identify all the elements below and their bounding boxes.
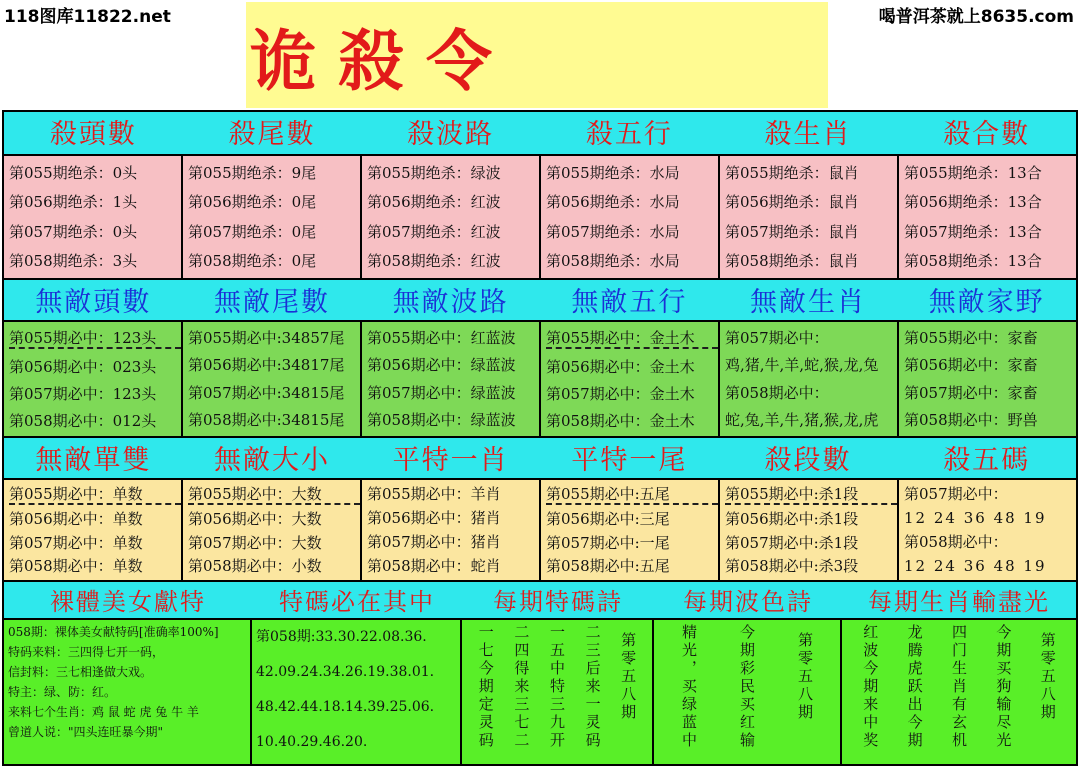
header-inv-head: 無敵頭數	[35, 287, 152, 318]
misc-grid	[4, 480, 1076, 580]
header-bar-poems	[4, 582, 1076, 618]
kill-head-col	[4, 156, 181, 278]
list-item: 第055期必中：红蓝波	[367, 328, 516, 347]
flat-zodiac-col	[362, 480, 539, 580]
list-item: 10.40.29.46.20.	[256, 734, 368, 750]
list-item: 第055期必中：家畜	[904, 328, 1038, 347]
poem-column: 二三后来一灵码	[583, 624, 602, 750]
list-item: 第058期必中：蛇肖	[367, 557, 501, 575]
list-item: 第058期必中：012头	[9, 411, 157, 430]
list-item: 第058期绝杀：鼠肖	[725, 252, 859, 271]
poem-column: 今期买狗输尽光	[994, 624, 1013, 750]
list-item: 第056期必中：猪肖	[367, 509, 501, 527]
zodiac-poem-panel	[842, 620, 1076, 764]
list-item: 第055期绝杀：鼠肖	[725, 163, 859, 182]
list-item: 第055期必中:五尾	[546, 485, 718, 505]
list-item: 48.42.44.18.14.39.25.06.	[256, 699, 435, 715]
poem-column: 红波今期来中奖	[861, 624, 880, 750]
inv-wave-col	[362, 322, 539, 436]
list-item: 第055期绝杀：水局	[546, 163, 680, 182]
inv-tail-col	[183, 322, 360, 436]
header-bar-invincible	[4, 280, 1076, 320]
header-kill-segment: 殺段數	[764, 445, 852, 476]
kill-five-col	[899, 480, 1076, 580]
poem-column: 一五中特三九开	[547, 624, 566, 750]
list-item: 第056期绝杀：0尾	[188, 193, 317, 212]
inv-domestic-col	[899, 322, 1076, 436]
list-item: 第057期绝杀：0尾	[188, 222, 317, 241]
header-color-poem: 每期波色詩	[683, 588, 813, 616]
list-item: 第058期必中:杀3段	[725, 557, 859, 576]
list-item: 第056期绝杀：红波	[367, 193, 501, 212]
header-code-poem: 每期特碼詩	[493, 588, 623, 616]
list-item: 第057期必中：家畜	[904, 383, 1038, 402]
list-item: 特主：绿、防：红。	[8, 685, 117, 699]
list-item: 第056期必中：金土木	[546, 357, 695, 376]
header-inv-wave: 無敵波路	[392, 287, 509, 318]
list-item: 第057期必中:杀1段	[725, 533, 859, 552]
list-item: 第058期必中：绿蓝波	[367, 411, 516, 430]
poem-column: 精光，买绿蓝中	[680, 624, 698, 750]
kill-zodiac-col	[720, 156, 897, 278]
list-item: 第056期必中：大数	[188, 510, 322, 529]
inv-head-col	[4, 322, 181, 436]
list-item: 第057期必中：猪肖	[367, 533, 501, 551]
list-item: 第056期绝杀：1头	[9, 193, 138, 212]
list-item: 第055期必中：羊肖	[367, 485, 501, 503]
list-item: 第055期绝杀：9尾	[188, 163, 317, 182]
list-item: 12 24 36 48 19	[904, 509, 1047, 527]
list-item: 第055期必中：123头	[9, 329, 181, 349]
header-inv-domestic: 無敵家野	[928, 287, 1045, 318]
poem-column: 第零五八期	[1038, 632, 1057, 722]
kill-element-col	[541, 156, 718, 278]
beauty-panel	[4, 620, 250, 764]
list-item: 第056期绝杀：13合	[904, 193, 1042, 212]
list-item: 第058期必中：小数	[188, 557, 322, 576]
header-flat-zodiac: 平特一肖	[392, 445, 509, 476]
list-item: 第058期绝杀：3头	[9, 252, 138, 271]
poem-column: 四门生肖有玄机	[949, 624, 968, 750]
header-kill-tail: 殺尾數	[228, 119, 316, 150]
list-item: 信封料：三七相逢做大戏。	[8, 665, 153, 679]
header-inv-element: 無敵五行	[571, 287, 688, 318]
list-item: 第057期必中:34815尾	[188, 383, 345, 402]
inv-element-col	[541, 322, 718, 436]
header-kill-element: 殺五行	[585, 119, 673, 150]
site-right-label: 喝普洱茶就上8635.com	[878, 7, 1074, 27]
list-item: 第056期必中：绿蓝波	[367, 356, 516, 375]
list-item: 第058期必中：金土木	[546, 411, 695, 430]
kill-grid	[4, 156, 1076, 278]
flat-tail-col	[541, 480, 718, 580]
list-item: 第055期必中:34857尾	[188, 328, 345, 347]
header-bar-misc	[4, 438, 1076, 478]
list-item: 第058期必中：	[904, 533, 1008, 551]
list-item: 第058期绝杀：13合	[904, 252, 1042, 271]
header-kill-zodiac: 殺生肖	[764, 119, 852, 150]
inv-zodiac-col	[720, 322, 897, 436]
list-item: 第056期必中:34817尾	[188, 356, 345, 375]
header-odd-even: 無敵單雙	[35, 445, 152, 476]
poem-column: 二四得来三七二	[512, 624, 531, 750]
list-item: 第058期必中:五尾	[546, 557, 670, 576]
list-item: 第056期必中:三尾	[546, 510, 670, 529]
list-item: 第056期绝杀：鼠肖	[725, 193, 859, 212]
list-item: 第057期绝杀：水局	[546, 222, 680, 241]
poem-column: 一七今期定灵码	[476, 624, 495, 750]
site-left-label: 118图库11822.net	[4, 7, 171, 27]
header-inv-tail: 無敵尾數	[214, 287, 330, 318]
list-item: 第056期必中：单数	[9, 510, 143, 529]
header-kill-head: 殺頭數	[49, 119, 137, 150]
list-item: 第057期绝杀：鼠肖	[725, 222, 859, 241]
header-code-inside: 特碼必在其中	[279, 588, 435, 616]
list-item: 第057期必中：	[725, 328, 829, 347]
list-item: 第057期必中：	[904, 485, 1008, 503]
list-item: 第057期必中：123头	[9, 384, 157, 403]
list-item: 第058期必中：	[725, 383, 829, 402]
header-bar-kill	[4, 112, 1076, 154]
header-kill-five: 殺五碼	[943, 445, 1031, 476]
invincible-grid	[4, 322, 1076, 436]
header-beauty: 裸體美女獻特	[50, 588, 206, 616]
list-item: 第055期必中：金土木	[546, 329, 718, 349]
header-flat-tail: 平特一尾	[571, 445, 688, 476]
page-title: 诡殺令	[250, 22, 514, 100]
header-kill-wave: 殺波路	[407, 119, 495, 150]
header-inv-zodiac: 無敵生肖	[750, 287, 867, 318]
list-item: 第058期必中：单数	[9, 557, 143, 576]
list-item: 第055期绝杀：绿波	[367, 163, 501, 182]
list-item: 第055期绝杀：13合	[904, 163, 1042, 182]
list-item: 第055期必中:杀1段	[725, 485, 897, 505]
color-poem-panel	[654, 620, 840, 764]
code-poem-panel	[462, 620, 652, 764]
list-item: 第057期必中：金土木	[546, 384, 695, 403]
header-big-small: 無敵大小	[214, 445, 330, 476]
draw-panel	[252, 620, 460, 764]
kill-segment-col	[720, 480, 897, 580]
header-zodiac-poem: 每期生肖輸盡光	[868, 588, 1050, 616]
list-item: 058期：裸体美女献特码[准确率100%]	[8, 625, 219, 639]
list-item: 第058期必中:34815尾	[188, 411, 345, 430]
list-item: 第057期必中：单数	[9, 533, 143, 552]
big-small-col	[183, 480, 360, 580]
list-item: 第057期绝杀：13合	[904, 222, 1042, 241]
kill-tail-col	[183, 156, 360, 278]
list-item: 第058期绝杀：0尾	[188, 252, 317, 271]
header-kill-sum: 殺合數	[943, 119, 1031, 150]
list-item: 第058期绝杀：红波	[367, 252, 501, 271]
list-item: 第056期必中：023头	[9, 357, 157, 376]
list-item: 第056期必中：家畜	[904, 356, 1038, 375]
poem-column: 第零五八期	[796, 632, 814, 722]
bottom-grid	[4, 620, 1076, 764]
list-item: 42.09.24.34.26.19.38.01.	[256, 664, 435, 680]
list-item: 12 24 36 48 19	[904, 557, 1047, 575]
poem-column: 第零五八期	[619, 632, 638, 722]
list-item: 第057期必中：绿蓝波	[367, 383, 516, 402]
odd-even-col	[4, 480, 181, 580]
list-item: 鸡,猪,牛,羊,蛇,猴,龙,兔	[725, 356, 879, 375]
kill-sum-col	[899, 156, 1076, 278]
list-item: 第057期必中：大数	[188, 533, 322, 552]
poem-column: 龙腾虎跃出今期	[905, 624, 924, 750]
list-item: 第055期必中：单数	[9, 485, 181, 505]
list-item: 第058期必中：野兽	[904, 411, 1038, 430]
list-item: 第057期绝杀：红波	[367, 222, 501, 241]
list-item: 曾道人说："四头连旺暴今期"	[8, 725, 164, 739]
list-item: 第056期必中:杀1段	[725, 510, 859, 529]
list-item: 第058期绝杀：水局	[546, 252, 680, 271]
list-item: 第055期绝杀：0头	[9, 163, 138, 182]
list-item: 第057期必中:一尾	[546, 533, 670, 552]
kill-wave-col	[362, 156, 539, 278]
list-item: 第055期必中：大数	[188, 485, 360, 505]
list-item: 第058期:33.30.22.08.36.	[256, 629, 427, 645]
list-item: 第057期绝杀：0头	[9, 222, 138, 241]
list-item: 来料七个生肖：鸡 鼠 蛇 虎 兔 牛 羊	[8, 705, 199, 719]
list-item: 特码来料：三四得七开一码，	[8, 645, 165, 659]
prediction-board	[2, 110, 1078, 766]
list-item: 第056期绝杀：水局	[546, 193, 680, 212]
list-item: 蛇,兔,羊,牛,猪,猴,龙,虎	[725, 411, 879, 430]
poem-column: 今期彩民买红输	[738, 624, 756, 750]
